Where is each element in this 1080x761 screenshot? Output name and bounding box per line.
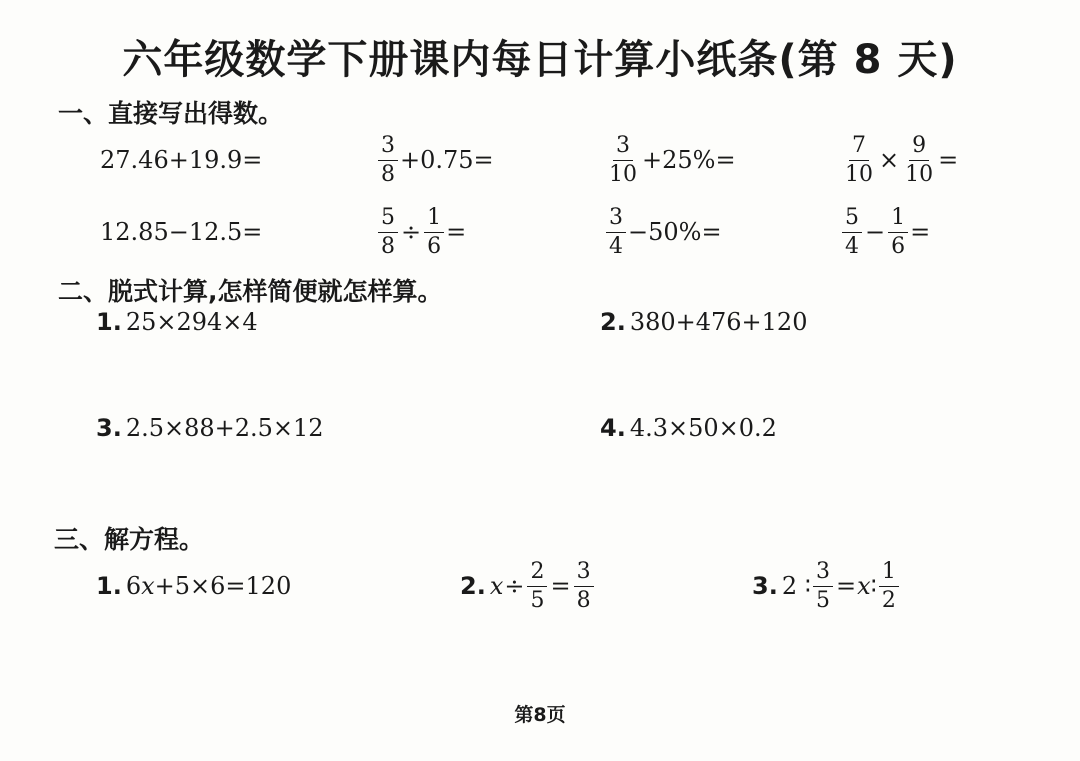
equals-sign: =	[550, 572, 571, 600]
problem-2-2	[600, 292, 807, 352]
denominator: 6	[427, 233, 442, 259]
denominator: 4	[609, 233, 623, 259]
numerator: 5	[842, 207, 862, 233]
problem-1e-text: 12.85−12.5=	[100, 218, 263, 246]
equals-sign: =	[938, 146, 959, 174]
problem-1d	[840, 130, 958, 190]
equation-coefficient: 6	[125, 572, 142, 600]
operator: ×	[879, 146, 900, 174]
problem-expression: 2.5×88+2.5×12	[125, 414, 324, 442]
denominator: 5	[815, 587, 830, 613]
section-1-heading: 一、直接写出得数。	[58, 99, 284, 128]
denominator: 2	[881, 587, 896, 613]
fraction	[888, 204, 908, 259]
fraction	[424, 204, 444, 259]
operator: ÷	[504, 572, 525, 600]
numerator: 1	[879, 561, 899, 587]
problem-1b	[376, 130, 494, 190]
denominator: 8	[576, 587, 591, 613]
variable-x: x	[489, 572, 504, 600]
problem-1g	[604, 202, 722, 262]
problem-1h	[840, 202, 930, 262]
fraction	[879, 558, 899, 613]
denominator: 8	[381, 161, 395, 187]
numerator: 1	[424, 207, 444, 233]
problem-2-3	[96, 398, 324, 458]
equals-sign: =	[910, 218, 931, 246]
problem-1c	[604, 130, 736, 190]
denominator: 10	[609, 161, 637, 187]
denominator: 10	[845, 161, 873, 187]
numerator: 2	[527, 561, 547, 587]
page-number: 第8页	[514, 704, 566, 726]
fraction	[842, 132, 876, 187]
problem-number: 3.	[752, 572, 778, 600]
fraction	[842, 204, 862, 259]
problem-number: 1.	[96, 572, 122, 600]
problem-1c-rest: +25%=	[642, 146, 736, 174]
equals-sign: =	[835, 572, 857, 600]
variable-x: x	[857, 572, 871, 600]
ratio-colon: ∶	[870, 572, 877, 600]
problem-1b-rest: +0.75=	[400, 146, 494, 174]
denominator: 5	[530, 587, 545, 613]
fraction	[378, 204, 398, 259]
equals-sign: =	[446, 218, 467, 246]
problem-1a-text: 27.46+19.9=	[100, 146, 263, 174]
variable-x: x	[141, 572, 155, 600]
denominator: 4	[845, 233, 859, 259]
numerator: 3	[574, 561, 594, 587]
problem-number: 4.	[600, 414, 626, 442]
numerator: 7	[849, 135, 869, 161]
problem-expression: 380+476+120	[629, 308, 808, 336]
fraction	[527, 558, 547, 613]
numerator: 3	[613, 135, 633, 161]
numerator: 3	[606, 207, 626, 233]
section-2-heading: 二、脱式计算,怎样简便就怎样算。	[58, 277, 443, 306]
numerator: 5	[378, 207, 398, 233]
equation-3	[752, 556, 901, 616]
denominator: 6	[891, 233, 906, 259]
problem-number: 2.	[600, 308, 626, 336]
problem-1a	[100, 130, 262, 190]
fraction	[902, 132, 936, 187]
section-3-heading: 三、解方程。	[54, 525, 205, 554]
fraction	[813, 558, 833, 613]
equation-2	[460, 556, 596, 616]
denominator: 10	[905, 161, 934, 187]
equation-rest: +5×6=120	[154, 572, 292, 600]
equation-1	[96, 556, 291, 616]
fraction	[606, 132, 640, 187]
numerator: 3	[813, 561, 833, 587]
numerator: 9	[909, 135, 929, 161]
problem-number: 2.	[460, 572, 486, 600]
problem-2-1	[96, 292, 258, 352]
page-title: 六年级数学下册课内每日计算小纸条(第 8 天)	[122, 37, 958, 83]
ratio-left: 2 ∶	[781, 572, 811, 600]
fraction	[378, 132, 398, 187]
fraction	[606, 204, 626, 259]
problem-expression: 25×294×4	[125, 308, 258, 336]
problem-number: 3.	[96, 414, 122, 442]
problem-1e	[100, 202, 262, 262]
problem-expression: 4.3×50×0.2	[629, 414, 777, 442]
numerator: 1	[888, 207, 908, 233]
problem-1f	[376, 202, 466, 262]
problem-1g-rest: −50%=	[628, 218, 722, 246]
problem-2-4	[600, 398, 777, 458]
denominator: 8	[381, 233, 395, 259]
fraction	[574, 558, 594, 613]
operator: ÷	[401, 218, 422, 246]
operator: −	[865, 218, 886, 246]
numerator: 3	[378, 135, 398, 161]
problem-number: 1.	[96, 308, 122, 336]
